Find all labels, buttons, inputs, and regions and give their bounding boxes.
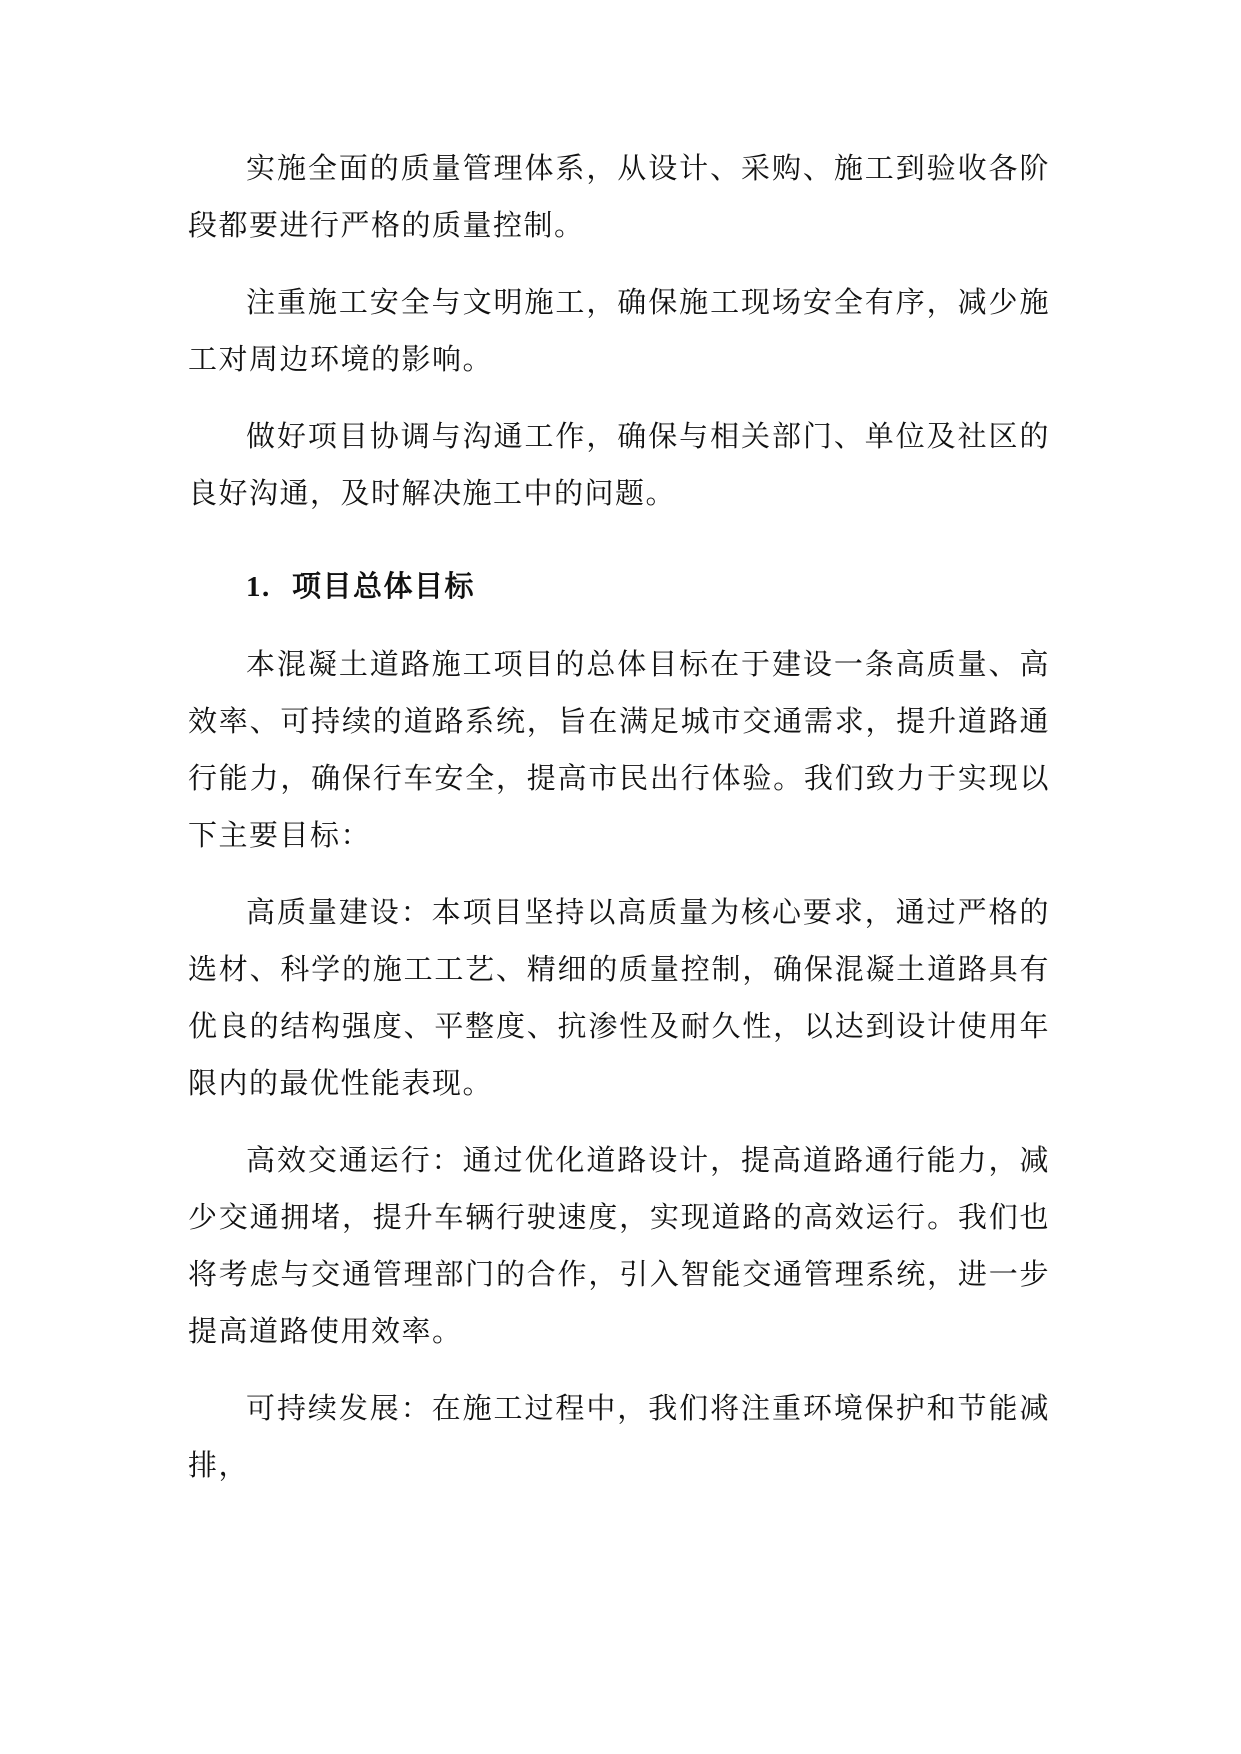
section-heading (246, 558, 1050, 616)
paragraph-construction-safety: 注重施工安全与文明施工，确保施工现场安全有序，减少施工对周边环境的影响。 (188, 285, 1050, 376)
paragraph-efficient-traffic: 高效交通运行：通过优化道路设计，提高道路通行能力，减少交通拥堵，提升车辆行驶速度，实现道路的高效运行。我们也将考虑与交通管理部门的合作，引入智能交通管理系统，进一步提高道路使用效率。 (188, 1143, 1050, 1348)
paragraph-quality-management: 实施全面的质量管理体系，从设计、采购、施工到验收各阶段都要进行严格的质量控制。 (188, 151, 1050, 242)
paragraph-sustainable-development: 可持续发展：在施工过程中，我们将注重环境保护和节能减排， (188, 1391, 1050, 1482)
paragraph-high-quality-construction: 高质量建设：本项目坚持以高质量为核心要求，通过严格的选材、科学的施工工艺、精细的质量控制，确保混凝土道路具有优良的结构强度、平整度、抗渗性及耐久性，以达到设计使用年限内的最优性能表现。 (188, 895, 1050, 1100)
paragraph-overall-goal: 本混凝土道路施工项目的总体目标在于建设一条高质量、高效率、可持续的道路系统，旨在满足城市交通需求，提升道路通行能力，确保行车安全，提高市民出行体验。我们致力于实现以下主要目标： (188, 647, 1050, 852)
section-title: 项目总体目标 (292, 569, 476, 603)
paragraph-project-coordination: 做好项目协调与沟通工作，确保与相关部门、单位及社区的良好沟通，及时解决施工中的问题。 (188, 419, 1050, 510)
document-body (188, 140, 1050, 1514)
section-number: 1. (246, 571, 271, 603)
